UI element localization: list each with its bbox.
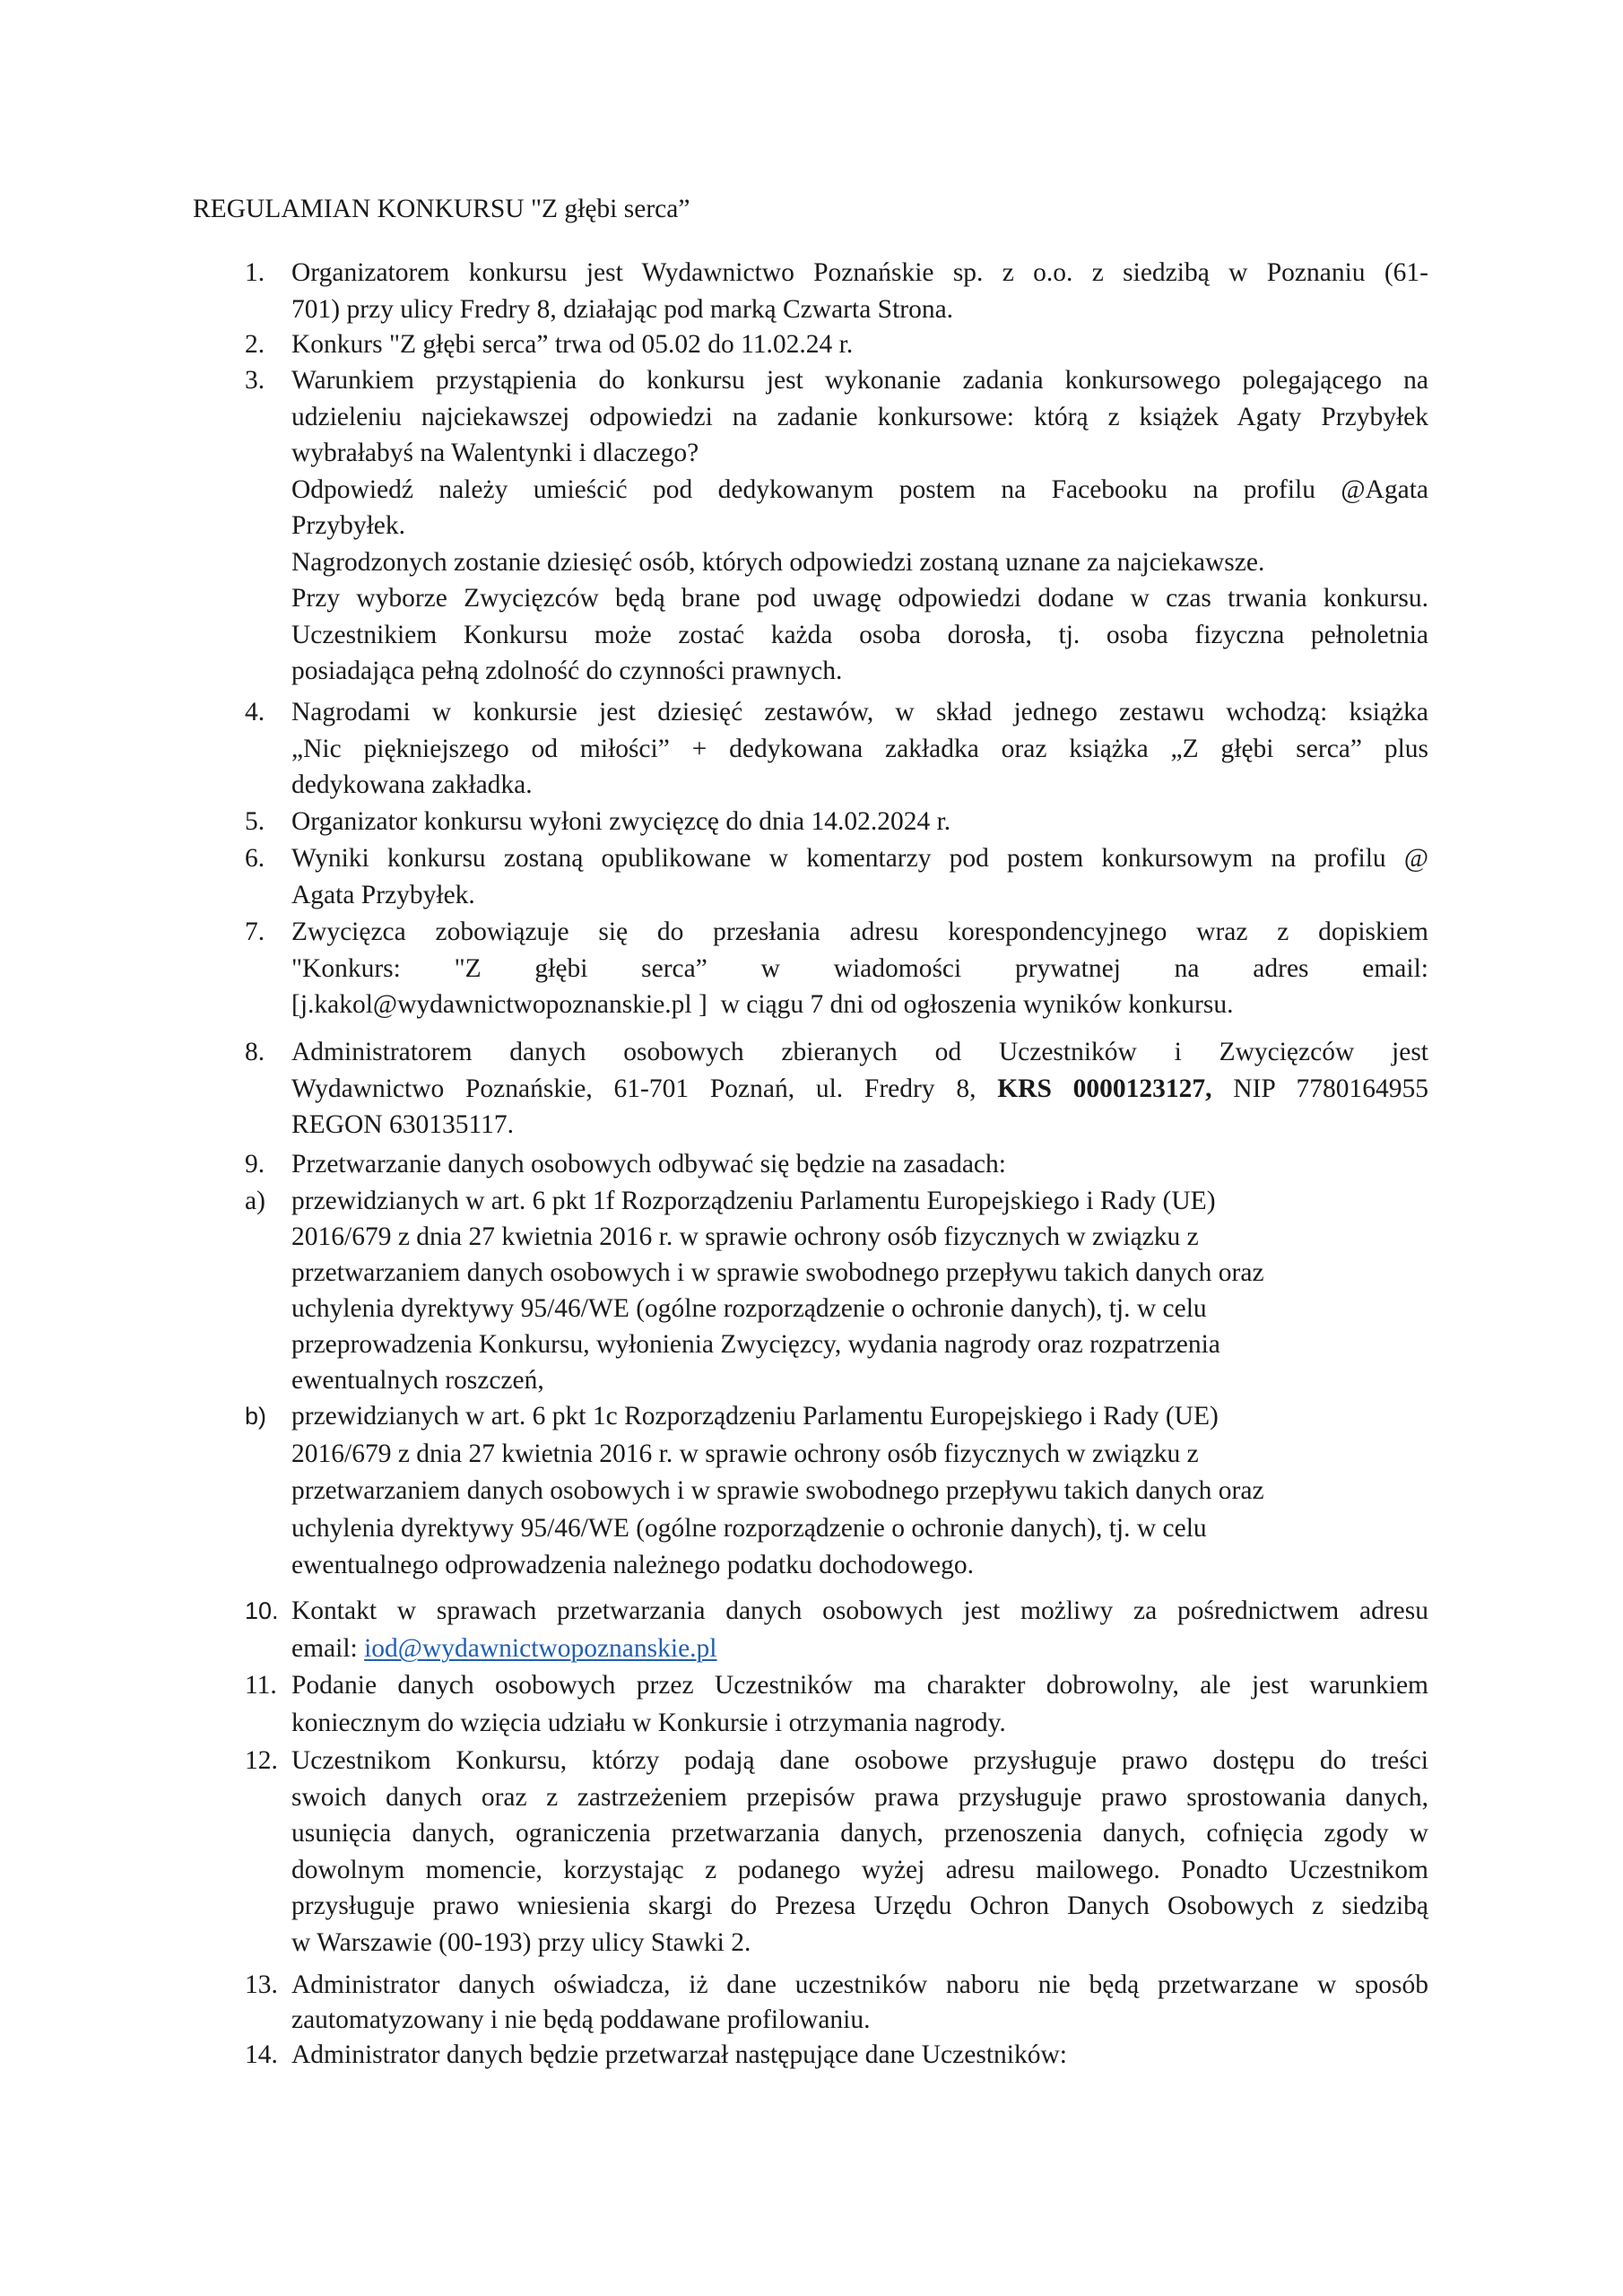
- list-item-marker: 2.: [245, 330, 265, 359]
- list-item-line: posiadająca pełną zdolność do czynności prawnych.: [291, 657, 843, 685]
- list-item-line: w Warszawie (00-193) przy ulicy Stawki 2.: [291, 1928, 751, 1957]
- list-item-line: uchylenia dyrektywy 95/46/WE (ogólne rozporządzenie o ochronie danych), tj. w celu: [291, 1294, 1207, 1323]
- list-item-line: dedykowana zakładka.: [291, 770, 533, 799]
- list-item-line: zautomatyzowany i nie będą poddawane profilowaniu.: [291, 2005, 871, 2034]
- list-item-line: przewidzianych w art. 6 pkt 1c Rozporządzeniu Parlamentu Europejskiego i Rady (UE): [291, 1402, 1219, 1431]
- list-item-marker: a): [245, 1187, 265, 1215]
- list-item-marker: 9.: [245, 1150, 265, 1178]
- list-item-line: Nagrodami w konkursie jest dziesięć zestawów, w skład jednego zestawu wchodzą: książka: [291, 698, 1428, 726]
- list-item-line: Wyniki konkursu zostaną opublikowane w komentarzy pod postem konkursowym na profilu @: [291, 844, 1428, 873]
- list-item-line: „Nic piękniejszego od miłości” + dedykowana zakładka oraz książka „Z głębi serca” plus: [291, 734, 1428, 763]
- list-item-line: 2016/679 z dnia 27 kwietnia 2016 r. w sprawie ochrony osób fizycznych w związku z: [291, 1222, 1199, 1251]
- list-item-line: Kontakt w sprawach przetwarzania danych osobowych jest możliwy za pośrednictwem adresu: [291, 1596, 1428, 1625]
- list-item-marker: 10.: [245, 1597, 279, 1624]
- list-item-marker: 13.: [245, 1970, 278, 1999]
- list-item-line: udzieleniu najciekawszej odpowiedzi na zadanie konkursowe: którą z książek Agaty Przybyłek: [291, 402, 1428, 431]
- list-item-line: Administrator danych będzie przetwarzał następujące dane Uczestników:: [291, 2040, 1067, 2069]
- list-item-line: Uczestnikiem Konkursu może zostać każda osoba dorosła, tj. osoba fizyczna pełnoletnia: [291, 620, 1428, 649]
- list-item-marker: 14.: [245, 2040, 278, 2069]
- list-item-line: ewentualnych roszczeń,: [291, 1366, 544, 1395]
- list-item-line: Nagrodzonych zostanie dziesięć osób, których odpowiedzi zostaną uznane za najciekawsze.: [291, 547, 1265, 577]
- list-item-line: Podanie danych osobowych przez Uczestników ma charakter dobrowolny, ale jest warunkiem: [291, 1671, 1428, 1700]
- list-item-line: Agata Przybyłek.: [291, 880, 475, 909]
- list-item-line: Organizatorem konkursu jest Wydawnictwo Poznańskie sp. z o.o. z siedzibą w Poznaniu (61-: [291, 258, 1428, 287]
- list-item-line: swoich danych oraz z zastrzeżeniem przepisów prawa przysługuje prawo sprostowania danych,: [291, 1782, 1428, 1812]
- contact-email-link[interactable]: iod@wydawnictwopoznanskie.pl: [364, 1634, 717, 1663]
- list-item-line: Przetwarzanie danych osobowych odbywać się będzie na zasadach:: [291, 1150, 1006, 1178]
- list-item-line: [j.kakol@wydawnictwopoznanskie.pl ] w ciągu 7 dni od ogłoszenia wyników konkursu.: [291, 990, 1234, 1019]
- list-item-line: przetwarzaniem danych osobowych i w sprawie swobodnego przepływu takich danych oraz: [291, 1476, 1264, 1505]
- list-item-line: Przybyłek.: [291, 511, 405, 540]
- list-item-line: wybrałabyś na Walentynki i dlaczego?: [291, 439, 699, 467]
- list-item-line: Organizator konkursu wyłoni zwycięzcę do dnia 14.02.2024 r.: [291, 807, 951, 836]
- list-item-line: 701) przy ulicy Fredry 8, działając pod marką Czwarta Strona.: [291, 294, 954, 324]
- list-item-marker: 1.: [245, 258, 265, 287]
- list-item-line: Wydawnictwo Poznańskie, 61-701 Poznań, ul. Fredry 8, KRS 0000123127, NIP 7780164955: [291, 1074, 1428, 1103]
- list-item-line: Przy wyborze Zwycięzców będą brane pod uwagę odpowiedzi dodane w czas trwania konkursu.: [291, 584, 1428, 613]
- list-item-line: Administrator danych oświadcza, iż dane uczestników naboru nie będą przetwarzane w sposób: [291, 1970, 1428, 1999]
- list-item-line: przysługuje prawo wniesienia skargi do Prezesa Urzędu Ochron Danych Osobowych z siedzibą: [291, 1892, 1428, 1921]
- list-item-marker: 7.: [245, 918, 265, 946]
- list-item-line: "Konkurs: "Z głębi serca” w wiadomości prywatnej na adres email:: [291, 953, 1428, 983]
- list-item-marker: b): [245, 1403, 267, 1430]
- list-item-line: REGON 630135117.: [291, 1110, 515, 1139]
- list-item-line: ewentualnego odprowadzenia należnego podatku dochodowego.: [291, 1551, 974, 1579]
- krs-number: KRS 0000123127,: [997, 1074, 1212, 1103]
- list-item-marker: 3.: [245, 366, 265, 395]
- list-item-marker: 6.: [245, 844, 265, 873]
- list-item-line: Odpowiedź należy umieścić pod dedykowanym postem na Facebooku na profilu @Agata: [291, 474, 1428, 504]
- list-item-line: 2016/679 z dnia 27 kwietnia 2016 r. w sprawie ochrony osób fizycznych w związku z: [291, 1439, 1199, 1468]
- email-label: email:: [291, 1634, 365, 1663]
- list-item-marker: 8.: [245, 1038, 265, 1066]
- list-item-line: Konkurs "Z głębi serca” trwa od 05.02 do 11.02.24 r.: [291, 330, 854, 359]
- list-item-line: Administratorem danych osobowych zbieranych od Uczestników i Zwycięzców jest: [291, 1038, 1428, 1066]
- list-item-line: koniecznym do wzięcia udziału w Konkursie i otrzymania nagrody.: [291, 1709, 1006, 1737]
- list-item-marker: 5.: [245, 807, 265, 836]
- list-item-line: Uczestnikom Konkursu, którzy podają dane osobowe przysługuje prawo dostępu do treści: [291, 1746, 1428, 1775]
- list-item-line: uchylenia dyrektywy 95/46/WE (ogólne rozporządzenie o ochronie danych), tj. w celu: [291, 1513, 1207, 1543]
- list-item-marker: 11.: [245, 1671, 277, 1700]
- list-item-line: przewidzianych w art. 6 pkt 1f Rozporządzeniu Parlamentu Europejskiego i Rady (UE): [291, 1187, 1216, 1215]
- list-item-line: [291, 1632, 1428, 1665]
- list-item-line: przetwarzaniem danych osobowych i w sprawie swobodnego przepływu takich danych oraz: [291, 1258, 1264, 1287]
- document-title: REGULAMIAN KONKURSU "Z głębi serca”: [193, 195, 690, 223]
- list-item-line: Warunkiem przystąpienia do konkursu jest wykonanie zadania konkursowego polegającego na: [291, 366, 1428, 395]
- list-item-line: dowolnym momencie, korzystając z podanego wyżej adresu mailowego. Ponadto Uczestnikom: [291, 1855, 1428, 1884]
- list-item-marker: 12.: [245, 1746, 278, 1775]
- list-item-line: przeprowadzenia Konkursu, wyłonienia Zwycięzcy, wydania nagrody oraz rozpatrzenia: [291, 1330, 1220, 1359]
- list-item-line: Zwycięzca zobowiązuje się do przesłania adresu korespondencyjnego wraz z dopiskiem: [291, 918, 1428, 946]
- list-item-line: usunięcia danych, ograniczenia przetwarzania danych, przenoszenia danych, cofnięcia zgody w: [291, 1819, 1428, 1848]
- list-item-marker: 4.: [245, 698, 265, 726]
